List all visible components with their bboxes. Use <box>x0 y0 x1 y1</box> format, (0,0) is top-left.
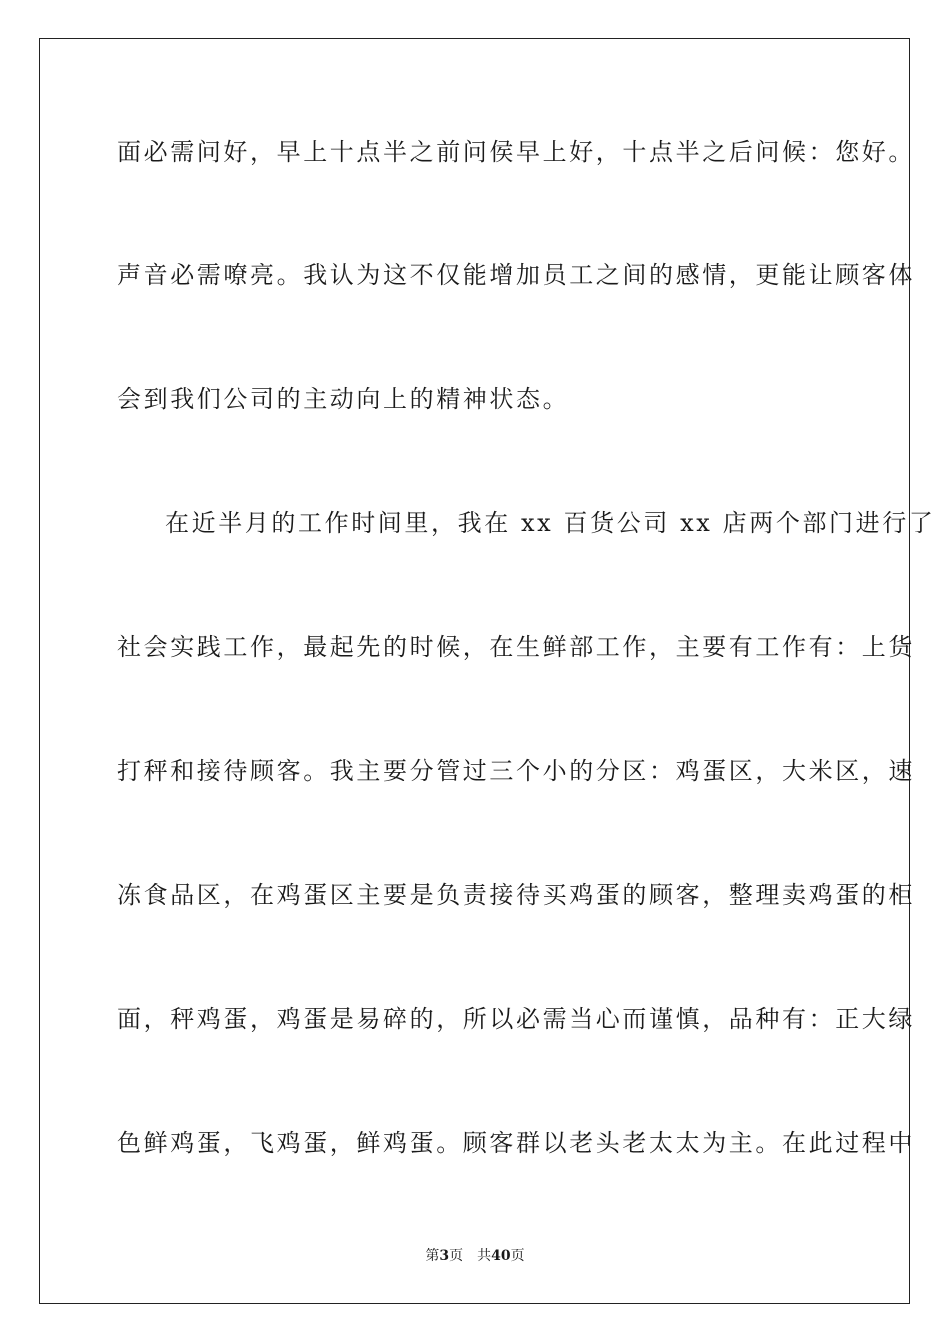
body-line-6: 打秤和接待顾客。我主要分管过三个小的分区：鸡蛋区，大米区，速 <box>117 757 915 785</box>
body-line-3: 会到我们公司的主动向上的精神状态。 <box>117 385 570 413</box>
body-line-8: 面，秤鸡蛋，鸡蛋是易碎的，所以必需当心而谨慎，品种有：正大绿 <box>117 1005 915 1033</box>
current-page-number: 3 <box>439 1248 450 1264</box>
page-suffix: 页 <box>449 1248 464 1264</box>
body-line-4: 在近半月的工作时间里，我在 xx 百货公司 xx 店两个部门进行了 <box>165 509 936 537</box>
total-suffix: 页 <box>510 1248 525 1264</box>
body-line-2: 声音必需嘹亮。我认为这不仅能增加员工之间的感情，更能让顾客体 <box>117 261 915 289</box>
body-line-5: 社会实践工作，最起先的时候，在生鲜部工作，主要有工作有：上货 <box>117 633 915 661</box>
total-page-count: 40 <box>491 1248 511 1264</box>
page-footer <box>0 1247 950 1265</box>
body-line-9: 色鲜鸡蛋，飞鸡蛋，鲜鸡蛋。顾客群以老头老太太为主。在此过程中 <box>117 1129 915 1157</box>
body-line-7: 冻食品区，在鸡蛋区主要是负责接待买鸡蛋的顾客，整理卖鸡蛋的柜 <box>117 881 915 909</box>
page-prefix: 第 <box>425 1248 440 1264</box>
body-line-1: 面必需问好，早上十点半之前问侯早上好，十点半之后问候：您好。 <box>117 138 915 166</box>
page-border <box>39 38 910 1304</box>
total-prefix: 共 <box>477 1248 492 1264</box>
